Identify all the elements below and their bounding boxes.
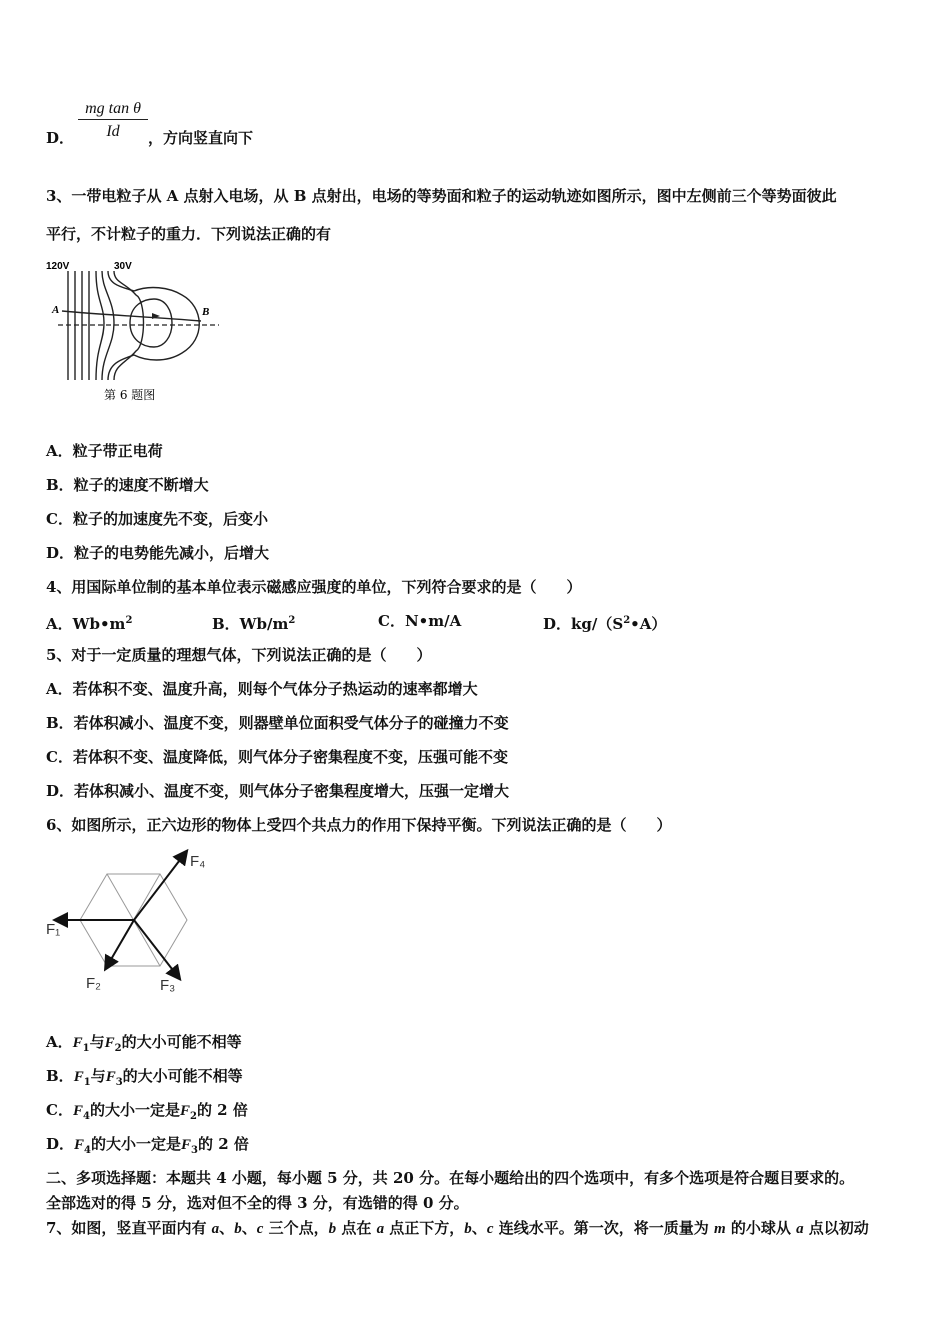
- q2-option-d-tail: ，方向竖直向下: [148, 129, 254, 147]
- section2-heading-line1: 二、多项选择题：本题共 4 小题，每小题 5 分，共 20 分。在每小题给出的四个选项中，有多个选项是符合题目要求的。: [46, 1169, 855, 1187]
- q2-option-d-label: D．: [46, 129, 75, 147]
- q3-option-c: C．粒子的加速度先不变，后变小: [46, 510, 268, 528]
- q3-stem-line2: 平行，不计粒子的重力．下列说法正确的有: [46, 225, 332, 243]
- label-120v: 120V: [46, 261, 70, 272]
- label-f1: F₁: [46, 921, 61, 938]
- label-f2: F₂: [86, 975, 101, 992]
- force-f3-arrow: [134, 920, 179, 978]
- label-f4: F₄: [190, 853, 206, 870]
- q4-option-a: A．$Wb•m^2$: [46, 615, 133, 633]
- q7-stem: 7、如图，竖直平面内有 a、b、c 三个点，b 点在 a 点正下方，b、c 连线水平。第一次，将一质量为 m 的小球从 a 点以初动: [46, 1219, 869, 1237]
- fraction-denominator: Id: [106, 123, 120, 140]
- force-f4-arrow: [134, 852, 186, 920]
- q5-stem: 5、对于一定质量的理想气体，下列说法正确的是（ ）: [46, 646, 432, 664]
- q4-option-b: B．$Wb/m^2$: [212, 615, 296, 633]
- q3-stem-line1: 3、一带电粒子从 A 点射入电场，从 B 点射出，电场的等势面和粒子的运动轨迹如图所示，图中左侧前三个等势面彼此: [46, 187, 837, 205]
- label-point-b: B: [202, 306, 210, 318]
- q4-option-c: C．N•m/A: [378, 612, 462, 630]
- q5-option-c: C．若体积不变、温度降低，则气体分子密集程度不变，压强可能不变: [46, 748, 508, 766]
- q4-stem: 4、用国际单位制的基本单位表示磁感应强度的单位，下列符合要求的是（ ）: [46, 578, 582, 596]
- q5-option-b: B．若体积减小、温度不变，则器壁单位面积受气体分子的碰撞力不变: [46, 714, 509, 732]
- hexagon-force-figure: [44, 846, 224, 996]
- q6-stem: 6、如图所示，正六边形的物体上受四个共点力的作用下保持平衡。下列说法正确的是（ ）: [46, 816, 672, 834]
- q6-option-c: C．$F_4$的大小一定是$F_2$的 2 倍: [46, 1101, 248, 1122]
- q3-option-b: B．粒子的速度不断增大: [46, 476, 209, 494]
- q6-option-d: D．$F_4$的大小一定是$F_3$的 2 倍: [46, 1135, 249, 1156]
- q5-option-a: A．若体积不变、温度升高，则每个气体分子热运动的速率都增大: [46, 680, 478, 698]
- equipotential-figure: [44, 255, 234, 410]
- equipotential-bulge: [130, 299, 172, 347]
- label-30v: 30V: [114, 261, 132, 272]
- q6-option-a: A．$F_1$与$F_2$的大小可能不相等: [46, 1033, 242, 1054]
- q4-option-d: D．$kg/(S^2•A)$: [543, 615, 667, 633]
- q5-option-d: D．若体积减小、温度不变，则气体分子密集程度增大，压强一定增大: [46, 782, 510, 800]
- q3-option-d: D．粒子的电势能先减小，后增大: [46, 544, 270, 562]
- fraction-numerator: mg tan θ: [78, 100, 148, 120]
- figure-caption: 第 6 题图: [104, 388, 156, 402]
- force-f2-arrow: [106, 920, 134, 968]
- fraction-mgtan-over-id: [78, 100, 148, 141]
- section2-heading-line2: 全部选对的得 5 分，选对但不全的得 3 分，有选错的得 0 分。: [46, 1194, 469, 1212]
- label-f3: F₃: [160, 977, 176, 994]
- label-point-a: A: [52, 304, 60, 316]
- q3-option-a: A．粒子带正电荷: [46, 442, 163, 460]
- q6-option-b: B．$F_1$与$F_3$的大小可能不相等: [46, 1067, 243, 1088]
